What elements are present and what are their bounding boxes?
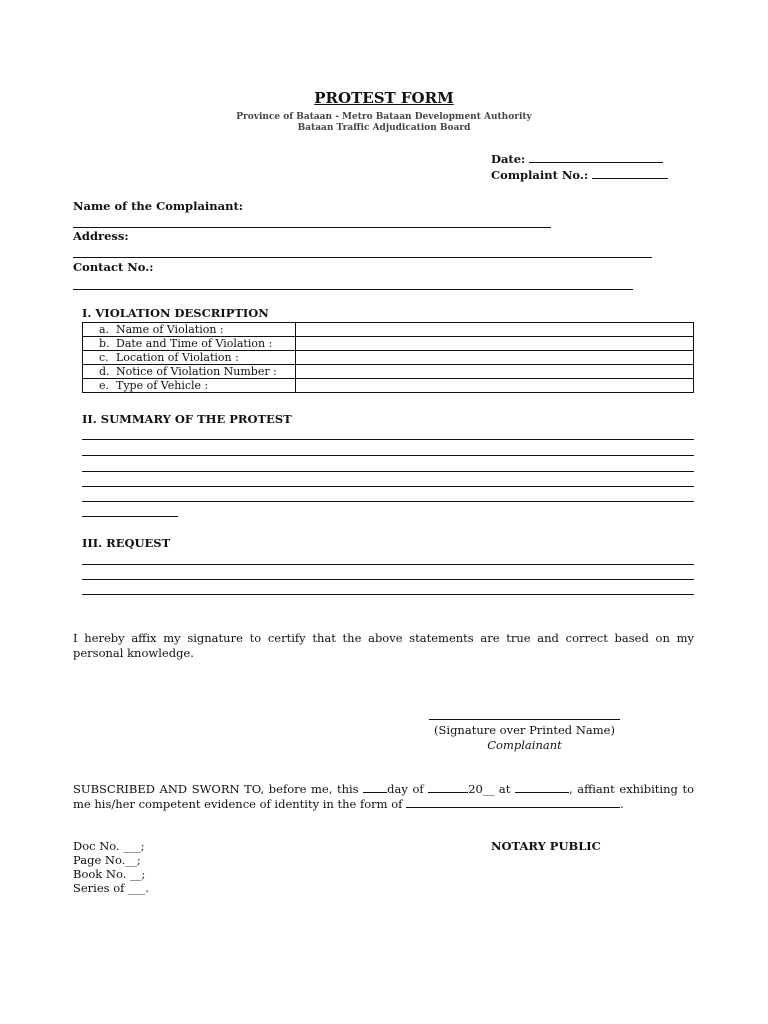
address-label: Address: (73, 229, 129, 243)
signature-line[interactable] (429, 719, 620, 720)
violation-name-value[interactable] (296, 323, 694, 337)
table-row (83, 323, 694, 337)
summary-line[interactable] (82, 439, 694, 440)
table-row (83, 379, 694, 393)
form-subtitle-authority: Province of Bataan - Metro Bataan Development Authority (236, 112, 532, 122)
violation-datetime-value[interactable] (296, 337, 694, 351)
section-summary-title: II. SUMMARY OF THE PROTEST (82, 412, 292, 426)
section-request-title: III. REQUEST (82, 536, 171, 550)
table-row (83, 351, 694, 365)
month-blank[interactable] (428, 782, 468, 793)
violation-name-label: a. Name of Violation : (83, 323, 296, 337)
complaint-no-field[interactable] (491, 168, 668, 182)
violation-table (82, 322, 694, 393)
summary-line[interactable] (82, 501, 694, 502)
signature-role: Complainant (487, 738, 562, 752)
request-line[interactable] (82, 579, 694, 580)
request-line[interactable] (82, 594, 694, 595)
complaint-no-label: Complaint No.: (491, 168, 589, 182)
identity-blank[interactable] (406, 797, 620, 808)
notary-public-label: NOTARY PUBLIC (491, 839, 601, 853)
book-no: Book No. __; (73, 867, 146, 881)
table-row (83, 365, 694, 379)
summary-line[interactable] (82, 516, 178, 517)
complainant-name-label: Name of the Complainant: (73, 199, 244, 213)
complainant-name-line[interactable] (73, 227, 551, 228)
date-field[interactable] (491, 152, 663, 166)
vehicle-type-value[interactable] (296, 379, 694, 393)
doc-no: Doc No. ___; (73, 839, 145, 853)
summary-line[interactable] (82, 455, 694, 456)
form-title: PROTEST FORM (314, 89, 454, 107)
request-line[interactable] (82, 564, 694, 565)
violation-notice-label: d. Notice of Violation Number : (83, 365, 296, 379)
date-blank[interactable] (529, 152, 663, 163)
summary-line[interactable] (82, 486, 694, 487)
complaint-no-blank[interactable] (592, 168, 668, 179)
oath-text: SUBSCRIBED AND SWORN TO, before me, this day of 20__ at , affiant exhibiting to me his/her competent evidence of identity in the form of . (73, 782, 694, 811)
certification-text: I hereby affix my signature to certify that the above statements are true and correct based on my personal knowledge. (73, 631, 694, 660)
contact-label: Contact No.: (73, 260, 154, 274)
series-of: Series of ___. (73, 881, 149, 895)
violation-location-label: c. Location of Violation : (83, 351, 296, 365)
address-line[interactable] (73, 257, 652, 258)
page-no: Page No.__; (73, 853, 141, 867)
violation-location-value[interactable] (296, 351, 694, 365)
violation-notice-value[interactable] (296, 365, 694, 379)
section-violation-title: I. VIOLATION DESCRIPTION (82, 306, 269, 320)
summary-line[interactable] (82, 471, 694, 472)
table-row (83, 337, 694, 351)
place-blank[interactable] (515, 782, 569, 793)
form-subtitle-board: Bataan Traffic Adjudication Board (297, 123, 471, 133)
vehicle-type-label: e. Type of Vehicle : (83, 379, 296, 393)
signature-caption: (Signature over Printed Name) (434, 723, 615, 737)
contact-line[interactable] (73, 289, 633, 290)
date-label: Date: (491, 152, 526, 166)
violation-datetime-label: b. Date and Time of Violation : (83, 337, 296, 351)
day-blank[interactable] (363, 782, 387, 793)
